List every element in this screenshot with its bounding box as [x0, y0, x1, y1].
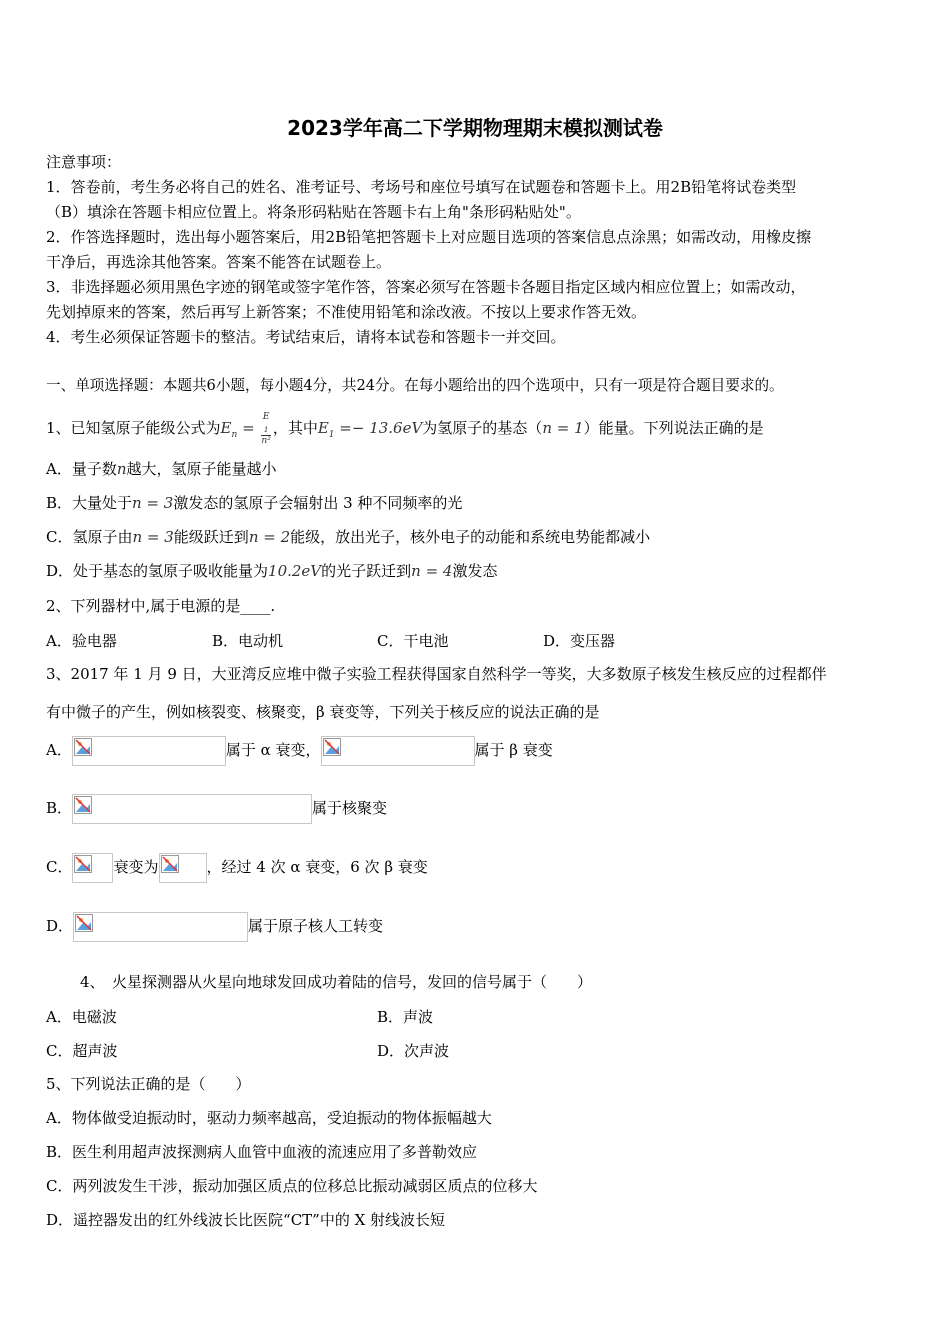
notice-heading: 注意事项：: [46, 153, 122, 171]
page-title: 2023学年高二下学期物理期末模拟测试卷: [287, 116, 663, 140]
question-2-option-d: D．变压器: [543, 632, 616, 650]
broken-image-icon: [321, 736, 475, 766]
question-2-option-c: C．干电池: [377, 632, 449, 650]
question-1-option-c: C．氢原子由n = 3能级跃迁到n = 2能级，放出光子，核外电子的动能和系统电势能都减小: [46, 528, 651, 546]
formula-fraction: E $_1$ n²: [261, 412, 271, 446]
question-3-option-a: A． 属于 α 衰变， 属于 β 衰变: [46, 734, 553, 766]
notice-line-7: 4．考生必须保证答题卡的整洁。考试结束后，请将本试卷和答题卡一并交回。: [46, 328, 566, 346]
question-5-option-c: C．两列波发生干涉，振动加强区质点的位移总比振动减弱区质点的位移大: [46, 1177, 538, 1195]
broken-image-icon: [72, 736, 226, 766]
notice-line-6: 先划掉原来的答案，然后再写上新答案；不准使用铅笔和涂改液。不按以上要求作答无效。: [46, 303, 647, 321]
question-3-option-b: B． 属于核聚变: [46, 792, 387, 824]
question-1-stem: 1、已知氢原子能级公式为$E_n$ = E $_1$ n² ，其中$E_1 =- 13.6eV$为氢原子的基态（n = 1）能量。下列说法正确的是: [46, 412, 764, 446]
question-3-stem-line-1: 3、2017 年 1 月 9 日，大亚湾反应堆中微子实验工程获得国家自然科学一等奖，大多数原子核发生核反应的过程都伴: [46, 665, 827, 683]
question-4-stem: 4、 火星探测器从火星向地球发回成功着陆的信号，发回的信号属于（ ）: [80, 973, 593, 991]
question-5-option-a: A．物体做受迫振动时，驱动力频率越高，受迫振动的物体振幅越大: [46, 1109, 492, 1127]
notice-line-4: 干净后，再选涂其他答案。答案不能答在试题卷上。: [46, 253, 392, 271]
question-1-option-d: D．处于基态的氢原子吸收能量为10.2eV的光子跃迁到n = 4激发态: [46, 562, 498, 580]
broken-image-icon: [159, 853, 207, 883]
notice-line-1: 1．答卷前，考生务必将自己的姓名、准考证号、考场号和座位号填写在试题卷和答题卡上。用2B铅笔将试卷类型: [46, 178, 797, 196]
question-2-option-a: A．验电器: [46, 632, 117, 650]
section-heading: 一、单项选择题：本题共6小题，每小题4分，共24分。在每小题给出的四个选项中，只有一项是符合题目要求的。: [46, 377, 784, 394]
question-3-option-d: D． 属于原子核人工转变: [46, 910, 383, 942]
formula-en: $E_n$ =: [220, 418, 260, 440]
question-4-option-a: A．电磁波: [46, 1008, 117, 1026]
notice-line-5: 3．非选择题必须用黑色字迹的钢笔或签字笔作答，答案必须写在答题卡各题目指定区域内相应位置上；如需改动，: [46, 278, 806, 296]
question-3-stem-line-2: 有中微子的产生，例如核裂变、核聚变，β 衰变等，下列关于核反应的说法正确的是: [46, 703, 600, 721]
notice-line-3: 2．作答选择题时，选出每小题答案后，用2B铅笔把答题卡上对应题目选项的答案信息点涂黑；如需改动，用橡皮擦: [46, 228, 812, 246]
question-2-option-b: B．电动机: [212, 632, 284, 650]
question-1-option-a: A．量子数n越大，氢原子能量越小: [46, 460, 277, 478]
question-2-stem: 2、下列器材中,属于电源的是____.: [46, 597, 276, 615]
question-5-stem: 5、下列说法正确的是（ ）: [46, 1075, 251, 1093]
formula-e1: $E_1 =- 13.6eV$: [317, 418, 423, 440]
question-3-option-c: C． 衰变为 ，经过 4 次 α 衰变，6 次 β 衰变: [46, 851, 428, 883]
broken-image-icon: [73, 912, 248, 942]
broken-image-icon: [72, 794, 312, 824]
broken-image-icon: [72, 853, 113, 883]
question-5-option-d: D．遥控器发出的红外线波长比医院“CT”中的 X 射线波长短: [46, 1211, 446, 1229]
question-4-option-b: B．声波: [377, 1008, 434, 1026]
notice-line-2: （B）填涂在答题卡相应位置上。将条形码粘贴在答题卡右上角"条形码粘贴处"。: [46, 203, 581, 221]
question-4-option-c: C．超声波: [46, 1042, 118, 1060]
question-5-option-b: B．医生利用超声波探测病人血管中血液的流速应用了多普勒效应: [46, 1143, 478, 1161]
question-4-option-d: D．次声波: [377, 1042, 450, 1060]
question-1-option-b: B．大量处于n = 3激发态的氢原子会辐射出 3 种不同频率的光: [46, 494, 463, 512]
